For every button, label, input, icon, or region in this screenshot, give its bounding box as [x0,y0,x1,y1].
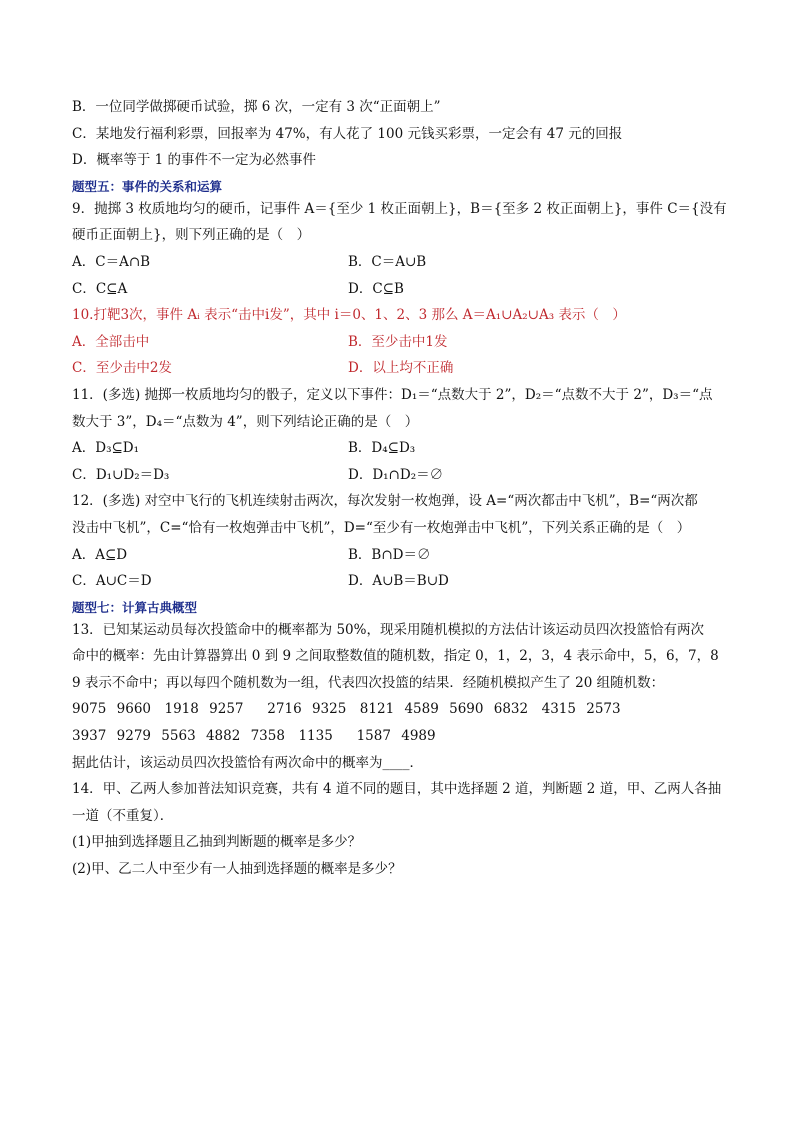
q12-option-c: C．A∪C＝D [72,573,152,590]
q14-stem-line2: 一道（不重复）． [72,807,174,824]
q8-option-d: D．概率等于 1 的事件不一定为必然事件 [72,152,316,169]
q11-option-c: C．D₁∪D₂＝D₃ [72,466,170,483]
q9-stem-line2: 硬币正面朝上}，则下列正确的是（ ） [72,227,311,244]
q12-option-b: B．B∩D＝∅ [348,546,431,563]
q14-subquestion-2: (2)甲、乙二人中至少有一人抽到选择题的概率是多少？ [72,861,402,878]
q12-stem-line2: 没击中飞机”，C=“恰有一枚炮弹击中飞机”，D=“至少有一枚炮弹击中飞机”，下列关系正确的是（ ） [72,519,691,536]
q14-subquestion-1: (1)甲抽到选择题且乙抽到判断题的概率是多少？ [72,834,362,851]
q11-stem-line2: 数大于 3”，D₄＝“点数为 4”，则下列结论正确的是（ ） [72,413,419,430]
q9-option-d: D．C⊆B [348,280,404,297]
q12-option-a: A．A⊆D [72,546,128,563]
q13-stem-line2: 命中的概率：先由计算器算出 0 到 9 之间取整数值的随机数，指定 0，1，2，3，4 表示命中，5，6，7，8 [72,648,719,665]
q9-options-row1 [72,249,722,276]
q13-random-numbers-row2: 3937 9279 5563 4882 7358 1135 1587 4989 [72,728,436,745]
q9-option-c: C．C⊆A [72,280,128,297]
q12-options-row1 [72,542,722,569]
q11-option-b: B．D₄⊆D₃ [348,440,416,457]
section-heading-7: 题型七：计算古典概型 [72,599,198,615]
q11-option-d: D．D₁∩D₂＝∅ [348,466,444,483]
q12-option-d: D．A∪B＝B∪D [348,573,449,590]
q10-option-d: D．以上均不正确 [348,360,454,377]
q13-stem-line3: 9 表示不命中；再以每四个随机数为一组，代表四次投篮的结果．经随机模拟产生了 20 组随机数： [72,674,665,691]
q8-option-b: B．一位同学做掷硬币试验，掷 6 次，一定有 3 次“正面朝上” [72,99,441,115]
q9-stem-line1: 9．抛掷 3 枚质地均匀的硬币，记事件 A＝{至少 1 枚正面朝上}，B＝{至多 2 枚正面朝上}，事件 C＝{没有 [72,200,727,217]
q12-options-row2 [72,568,722,595]
q13-stem-line1: 13．已知某运动员每次投篮命中的概率都为 50%，现采用随机模拟的方法估计该运动员四次投篮恰有两次 [72,621,704,638]
q12-stem-line1: 12．(多选) 对空中飞行的飞机连续射击两次，每次发射一枚炮弹，设 A=“两次都击中飞机”，B=“两次都 [72,493,698,510]
document-page [72,94,727,883]
q13-random-numbers-row1: 9075 9660 1918 9257 2716 9325 8121 4589 5690 6832 4315 2573 [72,701,621,718]
q9-option-b: B．C＝A∪B [348,253,427,270]
q11-options-row2 [72,462,722,489]
q11-option-a: A．D₃⊆D₁ [72,440,140,457]
q10-option-b: B．至少击中1发 [348,333,448,350]
q8-option-c: C．某地发行福利彩票，回报率为 47%，有人花了 100 元钱买彩票，一定会有 47 元的回报 [72,125,623,142]
q10-option-c: C．至少击中2发 [72,360,172,377]
q9-options-row2 [72,276,722,303]
section-heading-5: 题型五：事件的关系和运算 [72,178,223,194]
q9-option-a: A．C＝A∩B [72,253,151,270]
q10-options-row1 [72,329,722,356]
q10-options-row2 [72,355,722,382]
q11-stem-line1: 11．(多选) 抛掷一枚质地均匀的骰子，定义以下事件：D₁＝“点数大于 2”，D₂＝“点数不大于 2”，D₃＝“点 [72,386,713,403]
q10-option-a: A．全部击中 [72,333,150,350]
q11-options-row1 [72,435,722,462]
q13-question: 据此估计，该运动员四次投篮恰有两次命中的概率为____． [72,754,423,771]
q14-stem-line1: 14．甲、乙两人参加普法知识竞赛，共有 4 道不同的题目，其中选择题 2 道，判断题 2 道，甲、乙两人各抽 [72,781,722,798]
q10-stem: 10.打靶3次，事件 Aᵢ 表示“击中i发”，其中 i＝0、1、2、3 那么 A＝A₁∪A₂∪A₃ 表示（ ） [72,307,626,324]
